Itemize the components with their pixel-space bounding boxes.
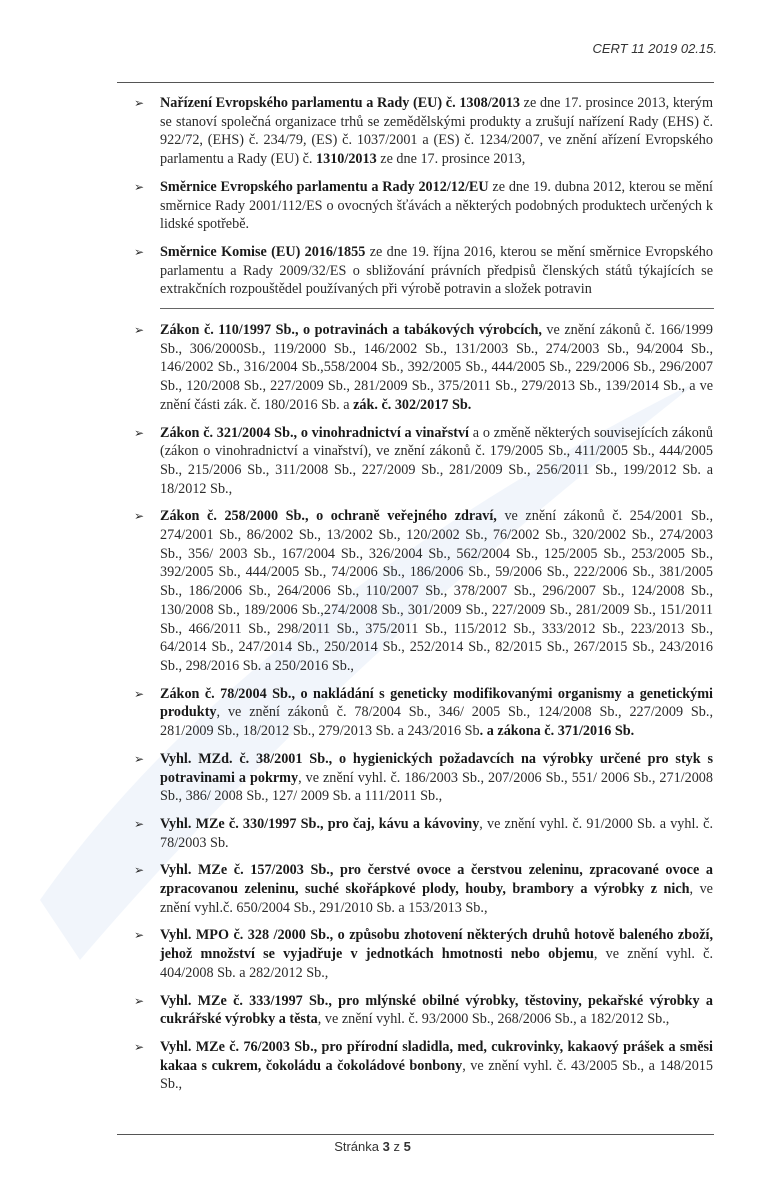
- legislation-title: Zákon č. 258/2000 Sb., o ochraně veřejného zdraví,: [160, 508, 497, 525]
- list-item: [134, 750, 713, 806]
- list-item: [134, 321, 713, 415]
- list-item: [134, 94, 714, 169]
- legislation-text: ve znění zákonů č. 254/2001 Sb., 274/2001 Sb., 86/2002 Sb., 13/2002 Sb., 120/2002 Sb., 76/2002 Sb., 320/2002 Sb., 274/2003 Sb., 356/ 2003 Sb., 167/2004 Sb., 326/2004 Sb., 562/2004 Sb., 125/2005 Sb., 253/2005 Sb., 392/2005 Sb., 444/2005 Sb., 74/2006 Sb., 186/2006 Sb., 59/2006 Sb., 222/2006 Sb., 381/2005 Sb., 186/2006 Sb., 264/2006 Sb., 110/2007 Sb., 378/2007 Sb., 296/2007 Sb., 124/2008 Sb., 130/2008 Sb., 189/2006 Sb.,274/2008 Sb., 301/2009 Sb., 227/2009 Sb., 281/2009 Sb., 151/2011 Sb., 466/2011 Sb., 298/2011 Sb., 375/2011 Sb., 115/2012 Sb., 333/2012 Sb., 223/2013 Sb., 64/2014 Sb., 247/2014 Sb., 250/2014 Sb., 252/2014 Sb., 82/2015 Sb., 267/2015 Sb., 243/2016 Sb., 298/2016 Sb. a 250/2016 Sb.,: [160, 508, 713, 674]
- legislation-title: Vyhl. MPO č. 328 /2000 Sb., o způsobu zhotovení některých druhů hotově baleného zboží, jehož množství se vyjadřuje v jednotkách hmotnosti nebo objemu: [160, 927, 713, 963]
- list-item: [134, 424, 713, 499]
- list-item: [134, 178, 713, 234]
- page-number: [0, 1139, 745, 1155]
- list-item: [134, 507, 713, 675]
- eu-legislation-list: [0, 94, 777, 299]
- legislation-text: a o změně některých souvisejících zákonů (zákon o vinohradnictví a vinařství), ve znění zákonů č. 179/2005 Sb., 411/2005 Sb., 444/2005 Sb., 215/2006 Sb., 311/2008 Sb., 227/2009 Sb., 281/2009 Sb., 256/2011 Sb., 199/2012 Sb. a 18/2012 Sb.,: [160, 424, 713, 497]
- arrowhead-bullet-icon: ➢: [134, 928, 145, 943]
- legislation-text: , ve znění vyhl. č. 404/2008 Sb. a 282/2012 Sb.,: [160, 946, 713, 981]
- legislation-text: , ve znění vyhl. č. 93/2000 Sb., 268/2006 Sb., a 182/2012 Sb.,: [317, 1011, 670, 1028]
- legislation-text: ze dne 17. prosince 2013, kterým se stanoví společná organizace trhů se zemědělskými produkty a zrušují nařízení Rady (EHS) č. 922/72, (EHS) č. 234/79, (ES) č. 1037/2001 a (ES) č. 1234/2007, ve znění ařízení Evropského parlamentu a Rady (EU) č.: [160, 95, 714, 168]
- page-label: Stránka: [334, 1139, 383, 1155]
- legislation-title: Vyhl. MZe č. 157/2003 Sb., pro čerstvé ovoce a čerstvou zeleninu, zpracované ovoce a zpracovanou zeleninu, suché skořápkové plody, houby, brambory a výrobky z nich: [160, 862, 713, 898]
- legislation-text: ze dne 17. prosince 2013,: [376, 151, 526, 168]
- arrowhead-bullet-icon: ➢: [134, 425, 145, 440]
- arrowhead-bullet-icon: ➢: [134, 686, 145, 701]
- list-item: [134, 992, 713, 1029]
- legislation-text: , ve znění vyhl.č. 650/2004 Sb., 291/2010 Sb. a 153/2013 Sb.,: [160, 881, 713, 916]
- legislation-title: Vyhl. MZe č. 330/1997 Sb., pro čaj, kávu a kávoviny: [160, 815, 480, 832]
- legislation-title: . a zákona č. 371/2016 Sb.: [479, 723, 635, 740]
- legislation-text: , ve znění vyhl. č. 91/2000 Sb. a vyhl. č. 78/2003 Sb.: [160, 815, 713, 851]
- legislation-text: ve znění zákonů č. 166/1999 Sb., 306/2000Sb., 119/2000 Sb., 146/2002 Sb., 131/2003 Sb., 274/2003 Sb., 94/2004 Sb., 146/2002 Sb., 316/2004 Sb.,558/2004 Sb., 392/2005 Sb., 444/2005 Sb., 229/2006 Sb., 296/2007 Sb., 120/2008 Sb., 227/2009 Sb., 281/2009 Sb., 375/2011 Sb., 279/2013 Sb., 139/2014 Sb., a ve znění části zák. č. 180/2016 Sb. a: [160, 322, 713, 413]
- legislation-title: zák. č. 302/2017 Sb.: [353, 396, 472, 413]
- section-divider: [160, 308, 714, 309]
- document-code: CERT 11 2019 02.15.: [592, 41, 717, 56]
- current-page: 3: [382, 1139, 390, 1155]
- list-item: [134, 243, 713, 299]
- legislation-title: Vyhl. MZe č. 76/2003 Sb., pro přírodní sladidla, med, cukrovinky, kakaový prášek a směsi kakaa s cukrem, čokoládu a čokoládové bonbony: [160, 1038, 713, 1074]
- legislation-title: Nařízení Evropského parlamentu a Rady (EU) č. 1308/2013: [160, 95, 521, 111]
- list-item: [134, 685, 713, 741]
- legislation-title: 1310/2013: [316, 151, 377, 168]
- arrowhead-bullet-icon: ➢: [134, 96, 145, 110]
- arrowhead-bullet-icon: ➢: [134, 863, 145, 878]
- legislation-title: Směrnice Evropského parlamentu a Rady 2012/12/EU: [160, 178, 489, 195]
- list-item: [134, 861, 713, 917]
- list-item: [134, 1038, 713, 1094]
- list-item: [134, 815, 713, 852]
- legislation-title: Zákon č. 110/1997 Sb., o potravinách a tabákových výrobcích,: [160, 322, 542, 339]
- arrowhead-bullet-icon: ➢: [134, 509, 145, 524]
- arrowhead-bullet-icon: ➢: [134, 323, 145, 338]
- arrowhead-bullet-icon: ➢: [134, 751, 145, 766]
- footer-rule: [117, 1134, 714, 1135]
- czech-legislation-list: [0, 321, 777, 1094]
- page-separator: z: [389, 1139, 404, 1155]
- legislation-text: , ve znění vyhl. č. 43/2005 Sb., a 148/2015 Sb.,: [160, 1057, 713, 1093]
- legislation-text: ze dne 19. dubna 2012, kterou se mění směrnice Rady 2001/112/ES o ovocných šťávách a některých podobných produktech určených k lidské spotřebě.: [160, 178, 713, 233]
- legislation-title: Vyhl. MZe č. 333/1997 Sb., pro mlýnské obilné výrobky, těstoviny, pekařské výrobky a cukrářské výrobky a těsta: [160, 992, 713, 1028]
- legislation-title: Zákon č. 321/2004 Sb., o vinohradnictví a vinařství: [160, 424, 469, 441]
- legislation-title: Zákon č. 78/2004 Sb., o nakládání s geneticky modifikovanými organismy a genetickými produkty: [160, 685, 713, 721]
- legislation-title: Vyhl. MZd. č. 38/2001 Sb., o hygienických požadavcích na výrobky určené pro styk s potravinami a pokrmy: [160, 750, 713, 786]
- arrowhead-bullet-icon: ➢: [134, 179, 145, 194]
- list-item: [134, 926, 713, 982]
- arrowhead-bullet-icon: ➢: [134, 816, 145, 831]
- arrowhead-bullet-icon: ➢: [134, 244, 145, 259]
- arrowhead-bullet-icon: ➢: [134, 993, 145, 1008]
- arrowhead-bullet-icon: ➢: [134, 1039, 145, 1054]
- legislation-text: , ve znění vyhl. č. 186/2003 Sb., 207/2006 Sb., 551/ 2006 Sb., 271/2008 Sb., 386/ 2008 Sb., 127/ 2009 Sb. a 111/2011 Sb.,: [160, 769, 713, 805]
- legislation-title: Směrnice Komise (EU) 2016/1855: [160, 243, 366, 260]
- legislation-text: , ve znění zákonů č. 78/2004 Sb., 346/ 2005 Sb., 124/2008 Sb., 227/2009 Sb., 281/2009 Sb., 18/2012 Sb., 279/2013 Sb. a 243/2016 Sb: [160, 704, 713, 740]
- total-pages: 5: [403, 1139, 411, 1155]
- legislation-text: ze dne 19. října 2016, kterou se mění směrnice Evropského parlamentu a Rady 2009/32/ES o sbližování právních předpisů členských států týkajících se extrakčních rozpouštědel používaných při výrobě potravin a složek potravin: [160, 243, 713, 298]
